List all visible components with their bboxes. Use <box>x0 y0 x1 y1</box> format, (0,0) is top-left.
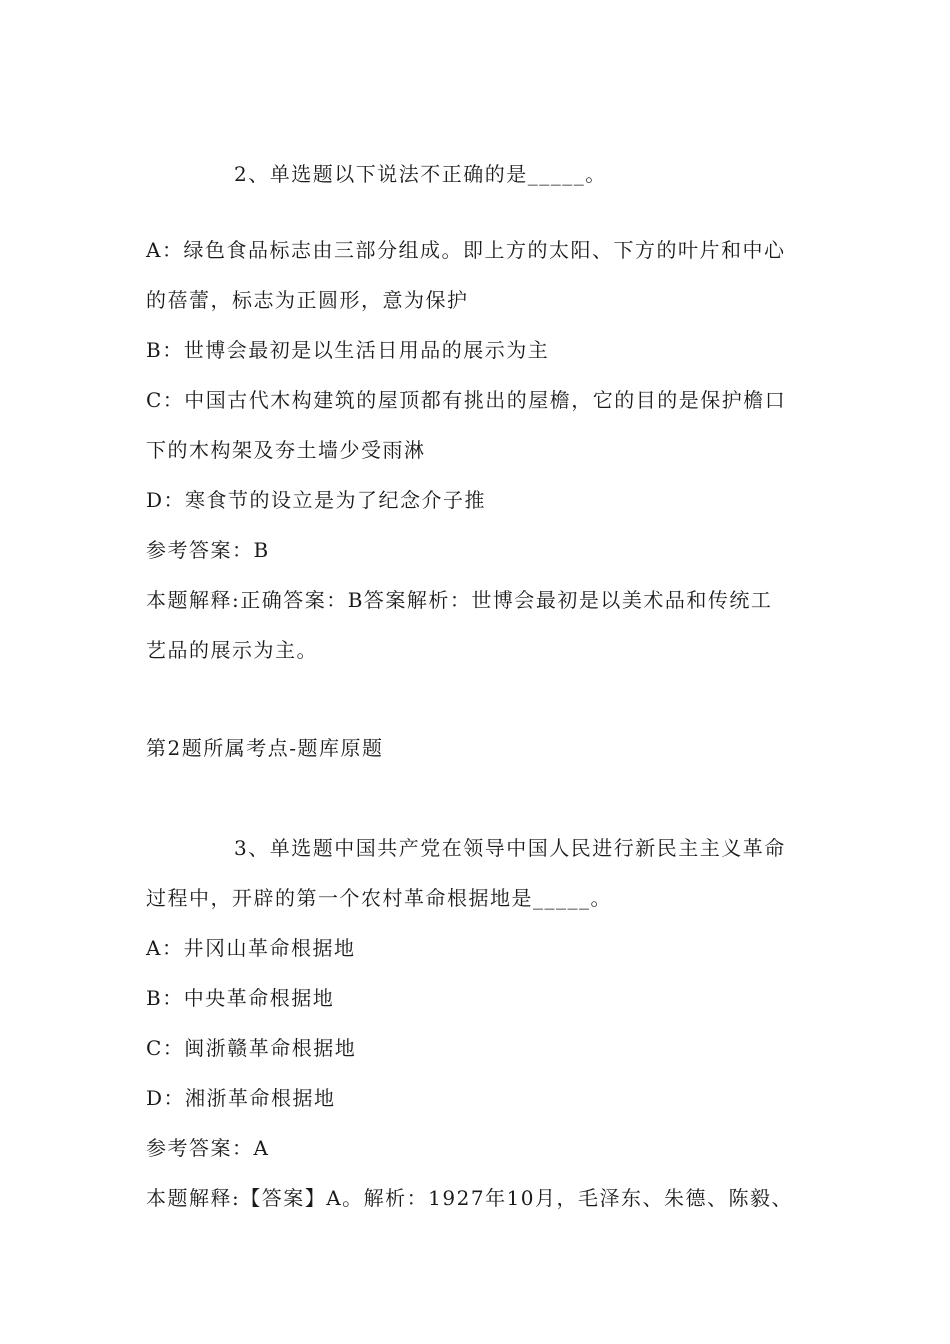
question-2-source: 第2题所属考点-题库原题 <box>146 736 384 760</box>
question-3-answer: 参考答案：A <box>146 1136 270 1160</box>
question-3-stem-line2: 过程中，开辟的第一个农村革命根据地是_____。 <box>146 886 612 910</box>
question-2-stem: 2、单选题以下说法不正确的是_____。 <box>234 162 607 186</box>
question-2-explanation-line2: 艺品的展示为主。 <box>146 638 318 662</box>
question-3-option-a: A：井冈山革命根据地 <box>146 936 356 960</box>
question-3-explanation-line1: 本题解释:【答案】A。解析：1927年10月，毛泽东、朱德、陈毅、 <box>146 1186 794 1210</box>
question-2-explanation-line1: 本题解释:正确答案：B答案解析：世博会最初是以美术品和传统工 <box>146 588 773 612</box>
question-2-answer: 参考答案：B <box>146 538 270 562</box>
question-2-option-d: D：寒食节的设立是为了纪念介子推 <box>146 488 487 512</box>
question-3-option-c: C：闽浙赣革命根据地 <box>146 1036 357 1060</box>
question-2-option-c-line1: C：中国古代木构建筑的屋顶都有挑出的屋檐，它的目的是保护檐口 <box>146 388 787 412</box>
question-2-option-b: B：世博会最初是以生活日用品的展示为主 <box>146 338 550 362</box>
question-3-option-d: D：湘浙革命根据地 <box>146 1086 336 1110</box>
question-2-option-a-line2: 的蓓蕾，标志为正圆形，意为保护 <box>146 288 469 312</box>
question-2-option-a-line1: A：绿色食品标志由三部分组成。即上方的太阳、下方的叶片和中心 <box>146 238 786 262</box>
question-3-stem-line1: 3、单选题中国共产党在领导中国人民进行新民主主义革命 <box>234 836 786 860</box>
question-2-option-c-line2: 下的木构架及夯土墙少受雨淋 <box>146 438 426 462</box>
question-3-option-b: B：中央革命根据地 <box>146 986 335 1010</box>
